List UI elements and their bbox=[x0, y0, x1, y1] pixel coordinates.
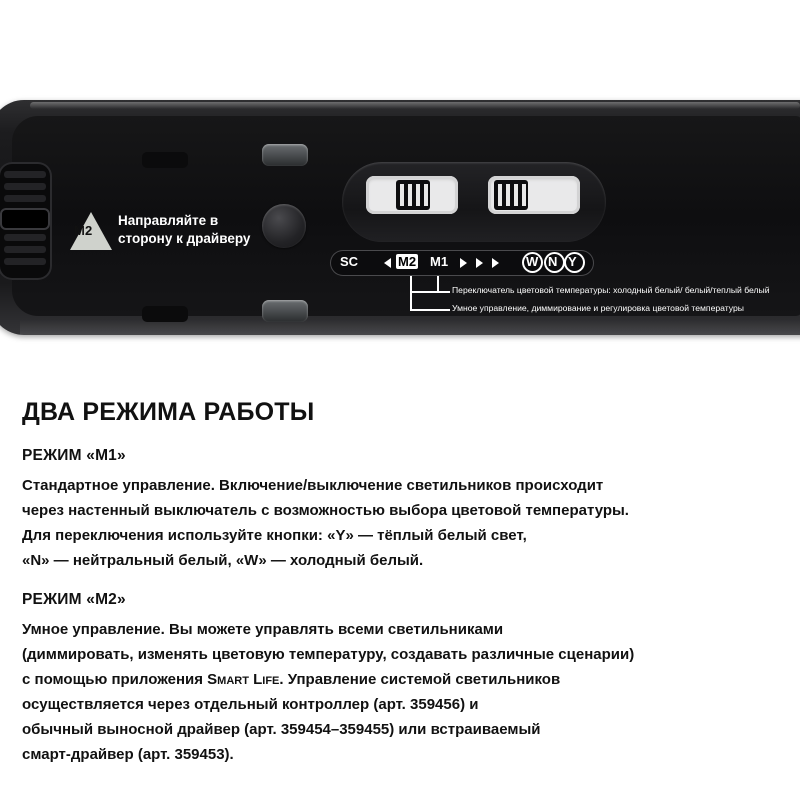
paragraph-line: Стандартное управление. Включение/выключение светильников происходит bbox=[22, 477, 604, 494]
round-button[interactable] bbox=[262, 204, 306, 248]
mount-recess bbox=[142, 152, 188, 168]
paragraph-line: Для переключения используйте кнопки: «Y» — тёплый белый свет, bbox=[22, 527, 527, 544]
mounting-clip bbox=[262, 300, 308, 322]
dip-lever-bar bbox=[416, 184, 420, 206]
product-photo bbox=[0, 0, 800, 368]
arrow-left-icon bbox=[384, 258, 391, 268]
callout-line-horizontal bbox=[410, 291, 450, 293]
label-m2: M2 bbox=[398, 254, 417, 269]
paragraph-line: обычный выносной драйвер (арт. 359454–359455) или встраиваемый bbox=[22, 721, 541, 738]
paragraph-line: осуществляется через отдельный контроллер (арт. 359456) и bbox=[22, 696, 479, 713]
callout-caption-cct: Переключатель цветовой температуры: холодный белый/ белый/теплый белый bbox=[452, 285, 770, 295]
end-cap-slot bbox=[4, 183, 46, 190]
label-n: N bbox=[548, 254, 558, 269]
page-title: ДВА РЕЖИМА РАБОТЫ bbox=[22, 398, 315, 426]
device-top-highlight bbox=[30, 102, 800, 109]
end-cap-notch bbox=[0, 208, 50, 230]
paragraph-line: Умное управление. Вы можете управлять всеми светильниками bbox=[22, 621, 504, 638]
dip-switch-lever[interactable] bbox=[494, 180, 528, 210]
dip-lever-bar bbox=[408, 184, 412, 206]
label-sc: SC bbox=[340, 254, 359, 269]
dip-lever-bar bbox=[498, 184, 502, 206]
paragraph-line: (диммировать, изменять цветовую температуру, создавать различные сценарии) bbox=[22, 646, 635, 663]
arrow-right-icon bbox=[476, 258, 483, 268]
mount-recess bbox=[142, 306, 188, 322]
arrow-right-icon bbox=[492, 258, 499, 268]
mode-legend-strip bbox=[330, 250, 594, 276]
end-cap-slot bbox=[4, 246, 46, 253]
m2-marker-label: M2 bbox=[74, 223, 93, 238]
section-heading-m2: РЕЖИМ «M2» bbox=[22, 591, 126, 608]
section-body-m1 bbox=[22, 473, 778, 573]
dip-switch-left[interactable] bbox=[366, 176, 458, 214]
mounting-clip bbox=[262, 144, 308, 166]
dip-lever-bar bbox=[400, 184, 404, 206]
callout-line-horizontal bbox=[410, 309, 450, 311]
dip-lever-bar bbox=[514, 184, 518, 206]
section-heading-m1: РЕЖИМ «M1» bbox=[22, 447, 126, 464]
label-w: W bbox=[526, 254, 539, 269]
end-cap-slot bbox=[4, 234, 46, 241]
device-bottom-highlight bbox=[20, 319, 800, 335]
device-body bbox=[0, 100, 800, 335]
paragraph-line: через настенный выключатель с возможностью выбора цветовой температуры. bbox=[22, 502, 629, 519]
label-m1: M1 bbox=[430, 254, 449, 269]
paragraph-line: с помощью приложения Smart Life. Управление системой светильников bbox=[22, 671, 561, 688]
label-y: Y bbox=[568, 254, 577, 269]
end-cap-slot bbox=[4, 258, 46, 265]
dip-switch-lever[interactable] bbox=[396, 180, 430, 210]
callout-line-vertical bbox=[437, 276, 439, 292]
dip-switch-plate bbox=[342, 162, 606, 242]
dip-lever-bar bbox=[522, 184, 526, 206]
dip-switch-right[interactable] bbox=[488, 176, 580, 214]
paragraph-line: смарт-драйвер (арт. 359453). bbox=[22, 746, 234, 763]
dip-lever-bar bbox=[506, 184, 510, 206]
callout-line-vertical bbox=[410, 276, 412, 310]
arrow-right-icon bbox=[460, 258, 467, 268]
callout-caption-smart: Умное управление, диммирование и регулировка цветовой температуры bbox=[452, 303, 744, 313]
device-end-cap bbox=[0, 162, 52, 280]
section-body-m2 bbox=[22, 617, 778, 767]
text-content bbox=[0, 368, 800, 767]
driver-direction-text: Направляйте в сторону к драйверу bbox=[118, 213, 251, 246]
paragraph-line: «N» — нейтральный белый, «W» — холодный белый. bbox=[22, 552, 424, 569]
end-cap-slot bbox=[4, 195, 46, 202]
end-cap-slot bbox=[4, 171, 46, 178]
dip-lever-bar bbox=[424, 184, 428, 206]
